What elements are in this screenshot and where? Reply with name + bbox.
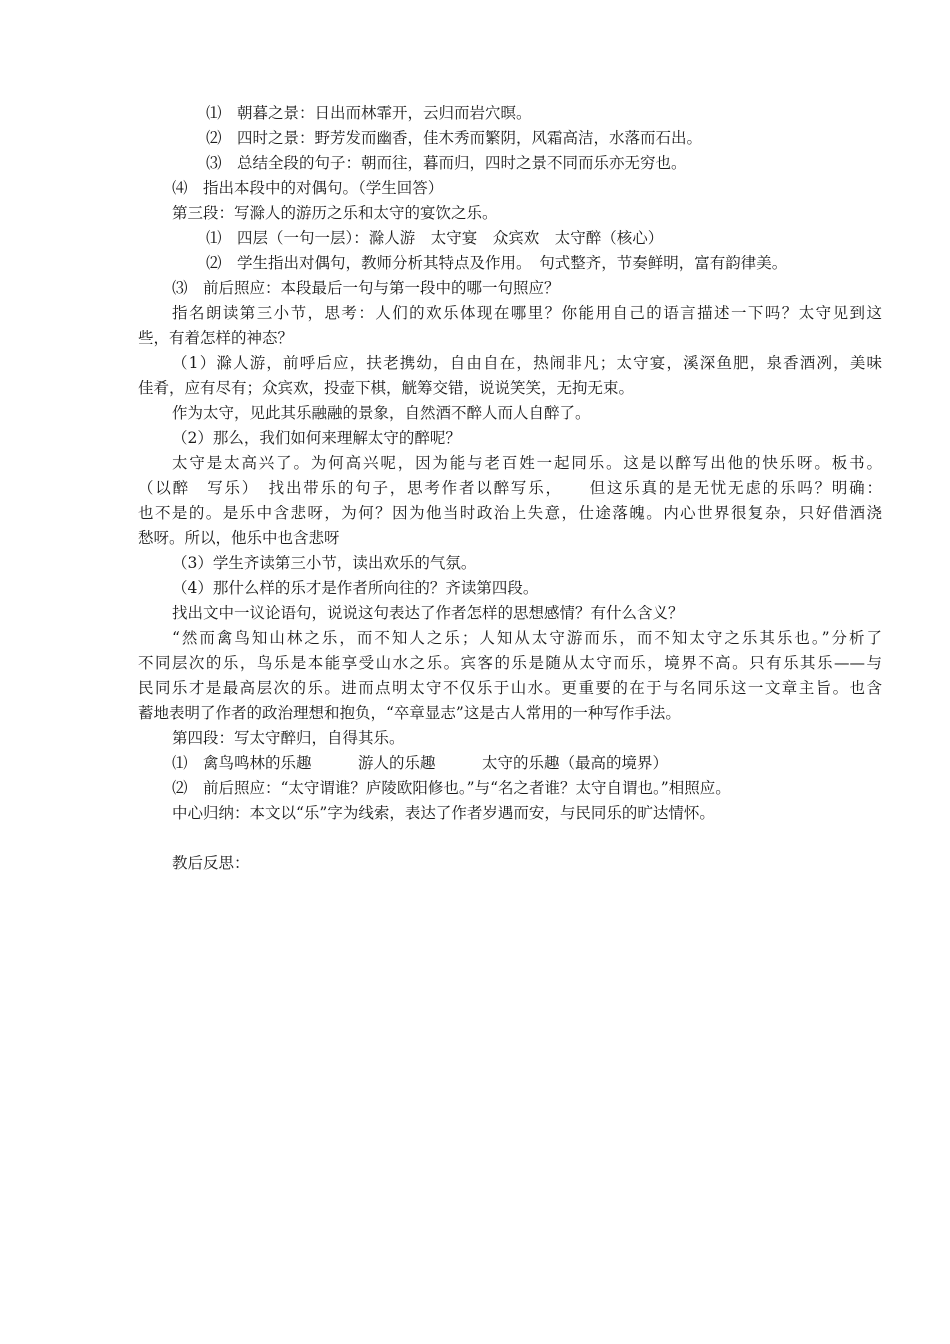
text-line: （3）学生齐读第三小节，读出欢乐的气氛。: [172, 554, 477, 572]
text-line: 民同乐才是最高层次的乐。进而点明太守不仅乐于山水。更重要的在于与名同乐这一文章主旨。也含: [138, 679, 882, 697]
text-line: （1）滁人游，前呼后应，扶老携幼，自由自在，热闹非凡；太守宴，溪深鱼肥，泉香酒冽，美味: [172, 354, 882, 372]
text-line: 指名朗读第三小节，思考：人们的欢乐体现在哪里？你能用自己的语言描述一下吗？太守见到这: [172, 304, 882, 322]
text-line: ⑴ 朝暮之景：日出而林霏开，云归而岩穴暝。: [206, 104, 532, 122]
text-line: 愁呀。所以，他乐中也含悲呀: [138, 529, 340, 547]
section-heading: 第三段：写滁人的游历之乐和太守的宴饮之乐。: [172, 204, 498, 222]
text-line: 作为太守，见此其乐融融的景象，自然酒不醉人而人自醉了。: [172, 404, 591, 422]
text-line: 太守是太高兴了。为何高兴呢，因为能与老百姓一起同乐。这是以醉写出他的快乐呀。板书。: [172, 454, 882, 472]
text-line: ⑵ 前后照应：“太守谓谁？庐陵欧阳修也。”与“名之者谁？太守自谓也。”相照应。: [172, 779, 731, 797]
text-line: 也不是的。是乐中含悲呀，为何？因为他当时政治上失意，仕途落魄。内心世界很复杂，只好借酒浇: [138, 504, 882, 522]
text-line: ⑵ 四时之景：野芳发而幽香，佳木秀而繁阴，风霜高洁，水落而石出。: [206, 129, 703, 147]
text-line: “然而禽鸟知山林之乐，而不知人之乐；人知从太守游而乐，而不知太守之乐其乐也。”分析了: [172, 629, 882, 647]
text-line: ⑴ 四层（一句一层）：滁人游 太守宴 众宾欢 太守醉（核心）: [206, 229, 664, 247]
text-line: ⑶ 总结全段的句子：朝而往，暮而归，四时之景不同而乐亦无穷也。: [206, 154, 687, 172]
text-line: （4）那什么样的乐才是作者所向往的？齐读第四段。: [172, 579, 539, 597]
summary-line: 中心归纳：本文以“乐”字为线索，表达了作者岁遇而安，与民同乐的旷达情怀。: [172, 804, 715, 822]
text-line: 找出文中一议论语句，说说这句表达了作者怎样的思想感情？有什么含义？: [172, 604, 684, 622]
text-line: （以醉 写乐） 找出带乐的句子，思考作者以醉写乐， 但这乐真的是无忧无虑的乐吗？明确：: [138, 479, 882, 497]
section-heading: 第四段：写太守醉归，自得其乐。: [172, 729, 405, 747]
text-line: ⑵ 学生指出对偶句，教师分析其特点及作用。 句式整齐，节奏鲜明，富有韵律美。: [206, 254, 788, 272]
text-line: 些，有着怎样的神态？: [138, 329, 294, 347]
text-line: ⑶ 前后照应：本段最后一句与第一段中的哪一句照应？: [172, 279, 560, 297]
text-line: 佳肴，应有尽有；众宾欢，投壶下棋，觥筹交错，说说笑笑，无拘无束。: [138, 379, 635, 397]
text-line: 蓄地表明了作者的政治理想和抱负，“卒章显志”这是古人常用的一种写作手法。: [138, 704, 681, 722]
text-line: ⑷ 指出本段中的对偶句。（学生回答）: [172, 179, 444, 197]
text-line: 不同层次的乐，鸟乐是本能享受山水之乐。宾客的乐是随从太守而乐，境界不高。只有乐其乐——与: [138, 654, 882, 672]
text-line: （2）那么，我们如何来理解太守的醉呢？: [172, 429, 461, 447]
text-line: ⑴ 禽鸟鸣林的乐趣 游人的乐趣 太守的乐趣（最高的境界）: [172, 754, 669, 772]
reflection-heading: 教后反思：: [172, 854, 250, 872]
